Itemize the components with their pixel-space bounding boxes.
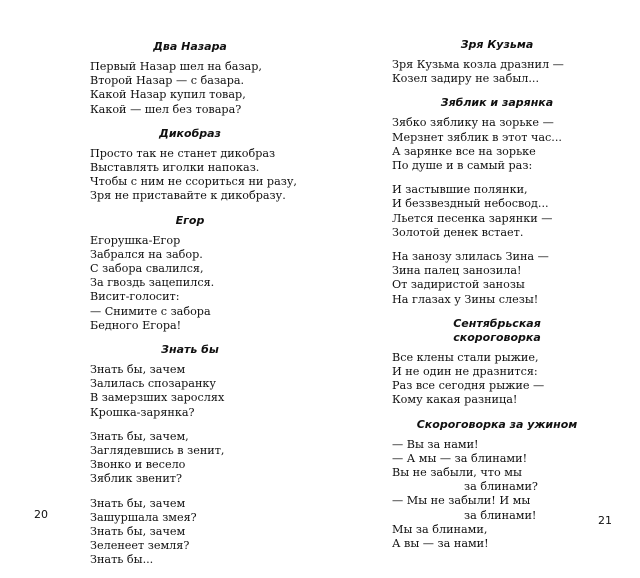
left-page xyxy=(0,0,320,567)
verse-line: Егорушка-Егор xyxy=(90,233,181,247)
poem-title xyxy=(392,418,602,432)
verse-line: Знать бы... xyxy=(90,553,154,567)
poem-title-line: Скороговорка за ужином xyxy=(416,417,578,431)
stanza xyxy=(90,430,290,487)
verse-line: за блинами! xyxy=(464,508,537,522)
verse-line: Заглядевшись в зенит, xyxy=(90,444,225,458)
verse-line: Зина палец занозила! xyxy=(392,264,522,278)
verse-line: Все клены стали рыжие, xyxy=(392,350,539,364)
verse-line: Раз все сегодня рыжие — xyxy=(392,379,545,393)
poem-title xyxy=(90,40,290,54)
verse-line: Какой — шел без товара? xyxy=(90,102,242,116)
verse-line: Какой Назар купил товар, xyxy=(90,88,246,102)
poem-title-line: Егор xyxy=(175,213,205,227)
verse-line: Бедного Егора! xyxy=(90,318,182,332)
verse-line: Чтобы с ним не ссориться ни разу, xyxy=(90,175,297,189)
poem-title xyxy=(392,96,602,110)
verse-line: Кому какая разница! xyxy=(392,393,518,407)
verse-line: Зяблик звенит? xyxy=(90,472,182,486)
poem-title-line: Зря Кузьма xyxy=(460,38,534,51)
verse-line: С забора свалился, xyxy=(90,262,204,276)
verse-line: Козел задиру не забыл... xyxy=(392,72,540,86)
verse-line: И застывшие полянки, xyxy=(392,183,528,197)
verse-line: И беззвездный небосвод... xyxy=(392,197,549,211)
verse-line: Знать бы, зачем xyxy=(90,525,186,539)
stanza xyxy=(90,497,290,568)
stanza xyxy=(392,351,602,408)
verse-line: Зябко зяблику на зорьке — xyxy=(392,116,554,130)
stanza xyxy=(90,146,297,204)
stanza xyxy=(392,58,602,86)
poem xyxy=(90,126,297,204)
verse-line: Знать бы, зачем xyxy=(90,363,186,377)
verse-line: Зашуршала змея? xyxy=(90,510,197,524)
poem xyxy=(392,96,602,306)
stanza xyxy=(90,60,290,117)
left-page-content xyxy=(90,40,297,578)
verse-line: И не один не дразнится: xyxy=(392,365,538,379)
verse-line: А вы — за нами! xyxy=(392,537,489,551)
poem xyxy=(392,317,602,408)
verse-line: Мы за блинами, xyxy=(392,522,488,536)
poem xyxy=(392,38,602,86)
poem-title xyxy=(392,317,602,345)
verse-line: Золотой денек встает. xyxy=(392,225,524,239)
verse-line: Вы не забыли, что мы xyxy=(392,466,522,480)
verse-line: На глазах у Зины слезы! xyxy=(392,292,539,306)
verse-line: Мерзнет зяблик в этот час... xyxy=(392,130,562,144)
verse-line: — А мы — за блинами! xyxy=(392,451,528,465)
poem-title xyxy=(90,214,290,228)
poem-title-line: Зяблик и зарянка xyxy=(440,96,554,110)
verse-line: — Снимите с забора xyxy=(90,304,211,318)
poem-title xyxy=(90,343,290,357)
verse-line: — Вы за нами! xyxy=(392,437,479,451)
right-page xyxy=(320,0,640,551)
poem-title-line: Дикобраз xyxy=(159,126,221,140)
verse-line: Льется песенка зарянки — xyxy=(392,211,553,225)
poem xyxy=(90,343,290,568)
verse-line: Звонко и весело xyxy=(90,458,186,472)
stanza xyxy=(90,234,290,333)
verse-line: А зарянке все на зорьке xyxy=(392,144,536,158)
verse-line: Второй Назар — с базара. xyxy=(90,74,245,88)
stanza xyxy=(392,183,602,240)
verse-line: за блинами? xyxy=(464,480,538,494)
poem xyxy=(90,40,290,117)
verse-line: На занозу злилась Зина — xyxy=(392,250,549,264)
verse-line: Просто так не станет дикобраз xyxy=(90,146,276,160)
poem-title-line: Знать бы xyxy=(161,343,219,357)
poem xyxy=(90,214,290,333)
stanza xyxy=(392,438,602,552)
verse-line: Знать бы, зачем xyxy=(90,496,186,510)
poem xyxy=(392,418,602,552)
right-page-content xyxy=(392,38,602,561)
verse-line: — Мы не забыли! И мы xyxy=(392,494,531,508)
stanza xyxy=(392,116,602,173)
verse-line: По душе и в самый раз: xyxy=(392,159,533,173)
poem-title-line: скороговорка xyxy=(453,330,541,344)
poem-title-line: Сентябрьская xyxy=(453,316,541,330)
verse-line: Висит-голосит: xyxy=(90,290,180,304)
verse-line: Забрался на забор. xyxy=(90,247,203,261)
verse-line: Первый Назар шел на базар, xyxy=(90,60,262,73)
verse-line: От задиристой занозы xyxy=(392,278,525,292)
poem-title xyxy=(392,38,602,52)
verse-line: Зеленеет земля? xyxy=(90,539,190,553)
stanza xyxy=(90,363,290,420)
verse-line: Крошка-зарянка? xyxy=(90,405,195,419)
verse-line: Выставлять иголки напоказ. xyxy=(90,161,260,175)
verse-line: Знать бы, зачем, xyxy=(90,429,189,443)
poem-title-line: Два Назара xyxy=(153,40,227,53)
verse-line: Зря Кузьма козла дразнил — xyxy=(392,58,564,71)
verse-line: Залилась спозаранку xyxy=(90,377,216,391)
poem-title xyxy=(90,127,290,141)
page-number-left: 20 xyxy=(34,508,48,521)
verse-line: В замерзших зарослях xyxy=(90,391,225,405)
verse-line: За гвоздь зацепился. xyxy=(90,276,215,290)
stanza xyxy=(392,250,602,307)
page-number-right: 21 xyxy=(598,514,612,527)
verse-line: Зря не приставайте к дикобразу. xyxy=(90,189,286,203)
